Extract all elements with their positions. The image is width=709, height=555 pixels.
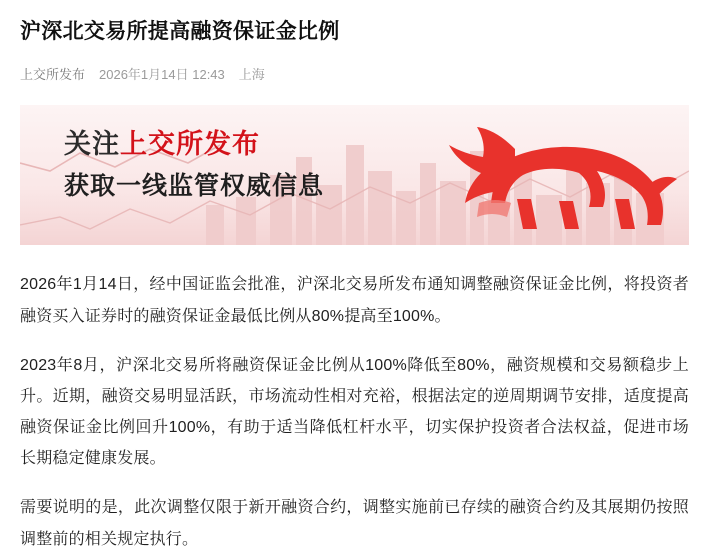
banner-line-2: 获取一线监管权威信息 <box>64 172 325 201</box>
promo-banner <box>20 105 689 245</box>
banner-text <box>64 131 324 199</box>
article-paragraph: 需要说明的是，此次调整仅限于新开融资合约，调整实施前已存续的融资合约及其展期仍按照调整前的相关规定执行。 <box>20 499 689 548</box>
article-body <box>20 269 689 555</box>
article-paragraph: 2023年8月，沪深北交易所将融资保证金比例从100%降低至80%，融资规模和交易额稳步上升。近期，融资交易明显活跃，市场流动性相对充裕，根据法定的逆周期调节安排，适度提高融资保证金比例回升100%，有助于适当降低杠杆水平，切实保护投资者合法权益，促进市场长期稳定健康发展。 <box>20 356 689 468</box>
article-paragraph: 2026年1月14日，经中国证监会批准，沪深北交易所发布通知调整融资保证金比例，将投资者融资买入证券时的融资保证金最低比例从80%提高至100%。 <box>20 276 689 325</box>
article-location: 上海 <box>238 67 265 83</box>
banner-line1-highlight: 上交所发布 <box>120 129 260 160</box>
red-bull-icon <box>419 107 679 243</box>
article-meta <box>20 64 689 83</box>
page-title: 沪深北交易所提高融资保证金比例 <box>20 20 340 43</box>
article-source: 上交所发布 <box>20 67 86 83</box>
banner-line-1 <box>64 131 324 158</box>
banner-line1-prefix: 关注 <box>64 129 120 160</box>
article-timestamp: 2026年1月14日 12:43 <box>99 67 225 83</box>
